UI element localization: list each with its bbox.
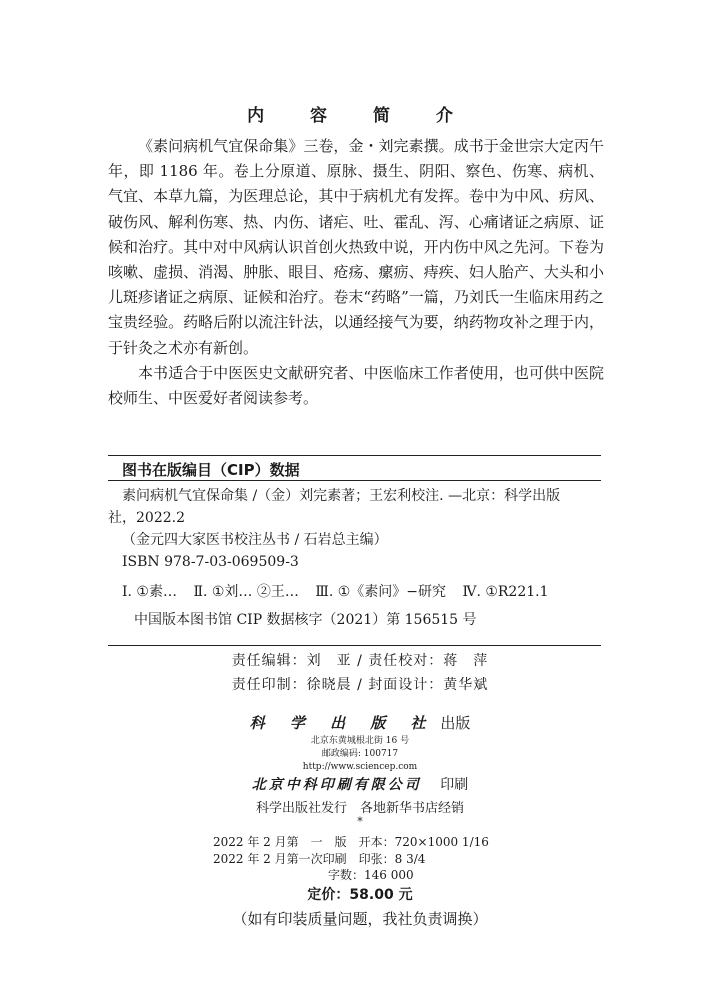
intro-paragraph-2: 本书适合于中医医史文献研究者、中医临床工作者使用，也可供中医院校师生、中医爱好者阅读参考。 (108, 363, 604, 408)
cip-class-item: Ⅳ. ①R221.1 (462, 584, 549, 600)
edition-line-1: 2022 年 2 月第 一 版 开本：720×1000 1/16 (213, 835, 489, 849)
page-title: 内 容 简 介 (247, 106, 473, 126)
publisher-line (0, 712, 720, 733)
publisher-url: http://www.sciencep.com (302, 762, 418, 772)
cip-heading-rule (108, 480, 601, 481)
cip-series-line: （金元四大家医书校注丛书 / 石岩总主编） (122, 532, 388, 548)
staff-line-2: 责任印制：徐晓晨 / 封面设计：黄华斌 (231, 677, 489, 693)
cip-top-rule (108, 455, 601, 456)
separator-star: * (357, 815, 363, 828)
publisher-postcode: 邮政编码: 100717 (321, 749, 399, 759)
publisher-address: 北京东黄城根北街 16 号 (310, 736, 410, 746)
cip-number: 中国版本图书馆 CIP 数据核字（2021）第 156515 号 (134, 612, 477, 628)
printer-name: 北京中科印刷有限公司 (251, 777, 422, 793)
printer-line (0, 774, 720, 794)
cip-isbn: ISBN 978-7-03-069509-3 (122, 554, 299, 570)
staff-line-1: 责任编辑：刘 亚 / 责任校对：蒋 萍 (231, 653, 489, 669)
cip-class-item: Ⅲ. ①《素问》−研究 (315, 584, 446, 600)
cip-classification (122, 581, 594, 603)
quality-note: （如有印装质量问题，我社负责调换） (232, 910, 488, 928)
word-count: 字数：146 000 (328, 868, 414, 882)
distribution-line: 科学出版社发行 各地新华书店经销 (255, 801, 464, 816)
cip-bottom-rule (108, 645, 601, 646)
publisher-suffix: 出版 (440, 714, 471, 732)
cip-publisher-line: 社，2022.2 (108, 510, 185, 526)
cip-heading: 图书在版编目（CIP）数据 (122, 461, 300, 479)
cip-block (108, 485, 594, 631)
printer-suffix: 印刷 (440, 777, 469, 793)
publisher-logo: 科 学 出 版 社 (249, 714, 436, 732)
price: 定价：58.00 元 (307, 887, 413, 903)
cip-class-item: Ⅱ. ①刘… ②王… (193, 584, 299, 600)
intro-text (108, 134, 604, 411)
cip-title-line: 素问病机气宜保命集 /（金）刘完素著；王宏利校注. —北京：科学出版 (122, 488, 561, 504)
cip-class-item: Ⅰ. ①素… (122, 584, 177, 600)
edition-line-2: 2022 年 2 月第一次印刷 印张：8 3/4 (213, 852, 426, 866)
intro-paragraph-1: 《素问病机气宜保命集》三卷，金・刘完素撰。成书于金世宗大定丙午年，即 1186 年。卷上分原道、原脉、摄生、阴阳、察色、伤寒、病机、气宜、本草九篇，为医理总论，其中于病机尤有发挥。卷中为中风、疠风、破伤风、解利伤寒、热、内伤、诸疟、吐、霍乱、泻、心痛诸证之病原、证候和治疗。其中对中风病认识首创火热致中说，开内伤中风之先河。下卷为咳嗽、虚损、消渴、肿胀、眼目、疮疡、瘰疬、痔疾、妇人胎产、大头和小儿斑疹诸证之病原、证候和治疗。卷末“药略”一篇，乃刘氏一生临床用药之宝贵经验。药略后附以流注针法，以通经接气为要，纳药物攻补之理于内，于针灸之术亦有新创。 (108, 137, 604, 357)
